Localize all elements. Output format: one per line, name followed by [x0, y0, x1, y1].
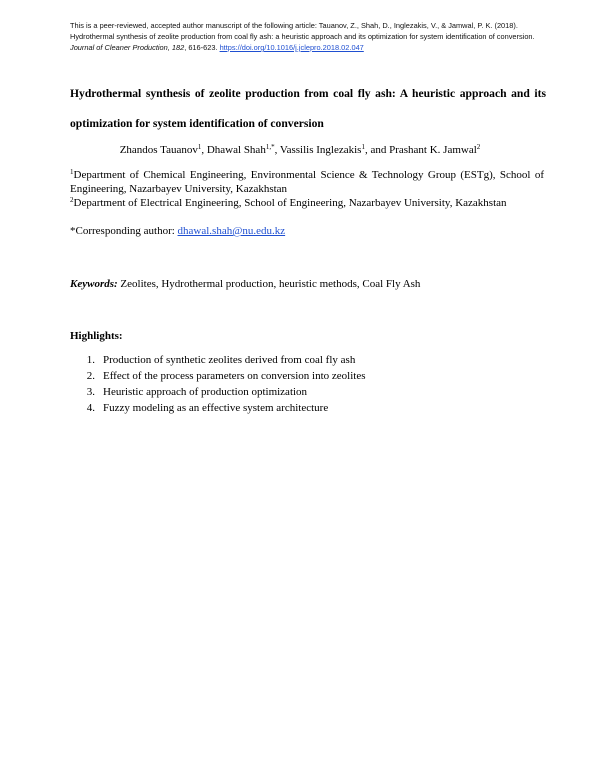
author-separator: ,	[274, 144, 280, 156]
keywords-label: Keywords:	[70, 278, 118, 290]
author-affiliation-mark: 1	[197, 143, 202, 151]
author-name: Vassilis Inglezakis	[279, 144, 362, 156]
author-name: Prashant K. Jamwal	[389, 144, 477, 156]
manuscript-notice	[70, 20, 540, 53]
highlights-title: Highlights:	[70, 330, 123, 342]
affiliation-1	[70, 168, 544, 196]
corresponding-author	[70, 225, 285, 237]
author-affiliation-mark: 1,*	[265, 143, 275, 151]
highlight-number: 2.	[86, 370, 95, 382]
highlight-number: 4.	[86, 402, 95, 414]
notice-journal: Journal of Cleaner Production, 182	[70, 43, 185, 52]
highlight-item	[70, 368, 365, 384]
affiliation-text: Department of Electrical Engineering, School of Engineering, Nazarbayev University, Kazakhstan	[73, 197, 507, 210]
corresponding-email-link[interactable]: dhawal.shah@nu.edu.kz	[177, 225, 286, 237]
highlight-item	[70, 352, 365, 368]
author-list	[0, 144, 600, 156]
affiliation-mark: 2	[70, 196, 74, 205]
highlight-number: 1.	[86, 354, 95, 366]
affiliation-text: Department of Chemical Engineering, Environmental Science & Technology Group (ESTg), School of Engineering, Nazarbayev University, Kazakhstan	[70, 169, 544, 196]
author-name: Dhawal Shah	[206, 144, 266, 156]
doi-link[interactable]: https://doi.org/10.1016/j.jclepro.2018.02.047	[219, 43, 364, 52]
highlights-list	[70, 352, 365, 416]
highlight-item	[70, 384, 365, 400]
highlight-text: Fuzzy modeling as an effective system architecture	[103, 402, 329, 414]
highlight-text: Effect of the process parameters on conversion into zeolites	[103, 370, 366, 382]
affiliation-mark: 1	[70, 168, 74, 176]
notice-text: This is a peer-reviewed, accepted author manuscript of the following article: Tauanov, Z., Shah, D., Inglezakis, V., & Jamwal, P. K. (2018). Hydrothermal synthesis of zeolite production from coal fly ash: a heuristic approach and its optimization for system identification of conversion.	[70, 21, 535, 41]
highlight-text: Production of synthetic zeolites derived from coal fly ash	[103, 354, 356, 366]
affiliations	[70, 168, 544, 211]
paper-title: Hydrothermal synthesis of zeolite production from coal fly ash: A heuristic approach and its optimization for system identification of conversion	[70, 87, 546, 130]
author-separator: , and	[364, 144, 390, 156]
notice-pages: , 616-623.	[184, 43, 220, 52]
highlight-text: Heuristic approach of production optimization	[103, 386, 308, 398]
keywords-text: Zeolites, Hydrothermal production, heuristic methods, Coal Fly Ash	[117, 278, 421, 290]
author-name: Zhandos Tauanov	[119, 144, 198, 156]
author-affiliation-mark: 2	[476, 143, 481, 151]
highlight-item	[70, 400, 365, 416]
affiliation-2	[70, 196, 544, 210]
author-separator: ,	[201, 144, 207, 156]
corresponding-label: *Corresponding author:	[70, 225, 178, 237]
keywords	[70, 278, 420, 290]
highlight-number: 3.	[86, 386, 95, 398]
author-affiliation-mark: 1	[361, 143, 365, 151]
